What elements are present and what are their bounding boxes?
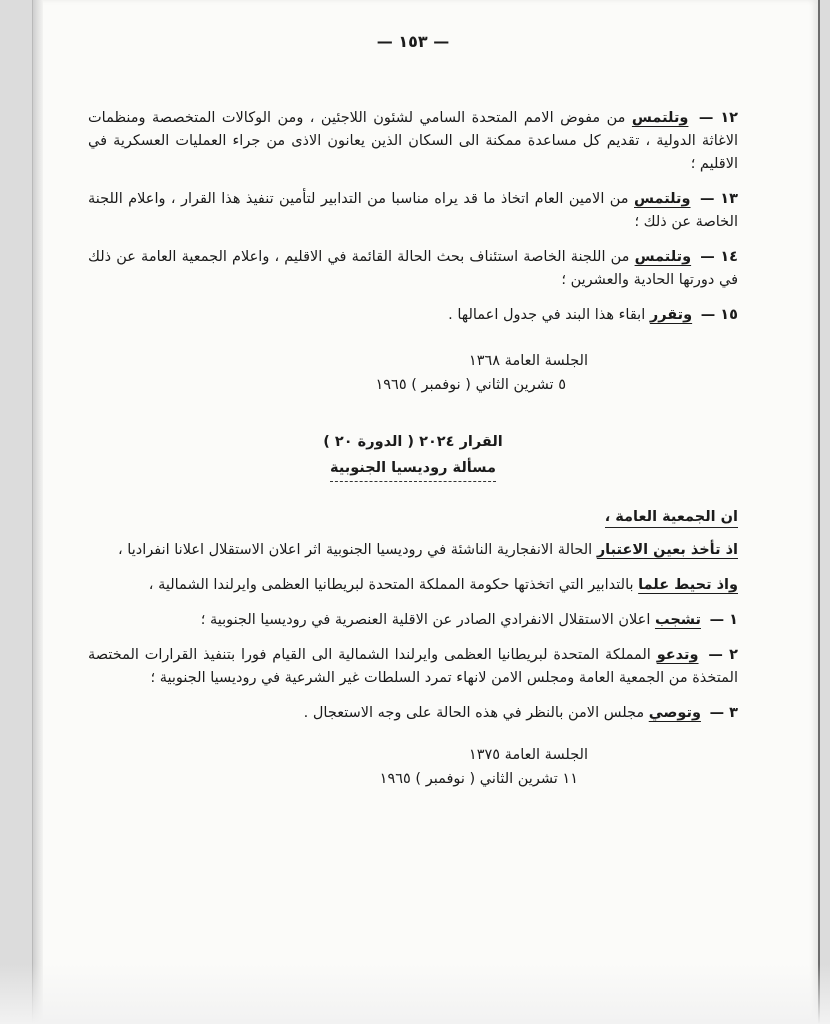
- clause-text: من الامين العام اتخاذ ما قد يراه مناسبا من التدابير لتأمين تنفيذ هذا القرار ، واعلام اللجنة الخاصة عن ذلك ؛: [88, 191, 738, 230]
- page-binding-shadow: [33, 0, 43, 1024]
- clause-number: ١٢ —: [698, 110, 739, 126]
- clause-number: ١ —: [709, 612, 738, 628]
- clause-keyword: وتلتمس: [631, 110, 689, 126]
- clause-keyword: وتقرر: [649, 307, 693, 323]
- clause-text: اعلان الاستقلال الانفرادي الصادر عن الاقلية العنصرية في روديسيا الجنوبية ؛: [200, 612, 651, 628]
- operative-1: [88, 609, 738, 632]
- operative-2: [88, 644, 738, 690]
- session-info-1: [88, 349, 588, 397]
- clause-text: مجلس الامن بالنظر في هذه الحالة على وجه الاستعجال .: [303, 705, 645, 721]
- session-title: الجلسة العامة ١٣٦٨: [468, 353, 588, 369]
- resolution-title: القرار ٢٠٢٤ ( الدورة ٢٠ ): [323, 434, 503, 450]
- clause-text: ابقاء هذا البند في جدول اعمالها .: [448, 307, 646, 323]
- document-body: [88, 30, 738, 791]
- clause-keyword: وتوصي: [648, 705, 701, 721]
- session-date: ٥ تشرين الثاني ( نوفمبر ) ١٩٦٥: [375, 377, 566, 393]
- clause-number: ٢ —: [708, 647, 739, 663]
- preamble-keyword: واذ تحيط علما: [638, 577, 738, 593]
- resolution-heading: [88, 429, 738, 482]
- clause-number: ١٣ —: [699, 191, 738, 207]
- clause-15: [88, 304, 738, 327]
- clause-number: ١٤ —: [700, 249, 739, 265]
- session-title: الجلسة العامة ١٣٧٥: [468, 747, 588, 763]
- clause-number: ٣ —: [709, 705, 738, 721]
- preamble-2: [88, 574, 738, 597]
- preamble-text: الحالة الانفجارية الناشئة في روديسيا الجنوبية اثر اعلان الاستقلال اعلانا انفراديا ،: [118, 542, 593, 558]
- clause-text: المملكة المتحدة لبريطانيا العظمى وايرلندا الشمالية الى القيام فورا بتنفيذ القرارات المختصة المتخذة من الجمعية العامة ومجلس الامن لانهاء تمرد السلطات غير الشرعية في روديسيا الجنوبية ؛: [88, 647, 738, 686]
- clause-13: [88, 188, 738, 234]
- page-number: — ١٥٣ —: [376, 32, 450, 51]
- clause-keyword: وتدعو: [656, 647, 699, 663]
- viewer-bottom-fade: [0, 964, 830, 1024]
- session-info-2: [88, 743, 588, 791]
- clause-12: [88, 107, 738, 176]
- clause-text: من مفوض الامم المتحدة السامي لشئون اللاجئين ، ومن الوكالات المتخصصة ومنظمات الاغاثة الدولية ، تقديم كل مساعدة ممكنة الى السكان الذين يعانون الاذى من جراء العمليات العسكرية في الاقليم ؛: [88, 110, 738, 172]
- operative-3: [88, 702, 738, 725]
- clause-keyword: تشجب: [654, 612, 701, 628]
- clause-keyword: وتلتمس: [634, 191, 691, 207]
- clause-text: من اللجنة الخاصة استئناف بحث الحالة القائمة في الاقليم ، واعلام الجمعية العامة عن ذلك في دورتها الحادية والعشرين ؛: [88, 249, 738, 288]
- preamble-1: [88, 539, 738, 562]
- clause-14: [88, 246, 738, 292]
- clause-keyword: وتلتمس: [634, 249, 692, 265]
- assembly-opening: [88, 506, 738, 529]
- clause-number: ١٥ —: [700, 307, 738, 323]
- preamble-keyword: اذ تأخذ بعين الاعتبار: [596, 542, 738, 558]
- preamble-text: بالتدابير التي اتخذتها حكومة المملكة المتحدة لبريطانيا العظمى وايرلندا الشمالية ،: [148, 577, 634, 593]
- resolution-subject: مسألة روديسيا الجنوبية: [330, 455, 496, 482]
- assembly-label: ان الجمعية العامة ،: [605, 509, 738, 528]
- session-date: ١١ تشرين الثاني ( نوفمبر ) ١٩٦٥: [379, 771, 578, 787]
